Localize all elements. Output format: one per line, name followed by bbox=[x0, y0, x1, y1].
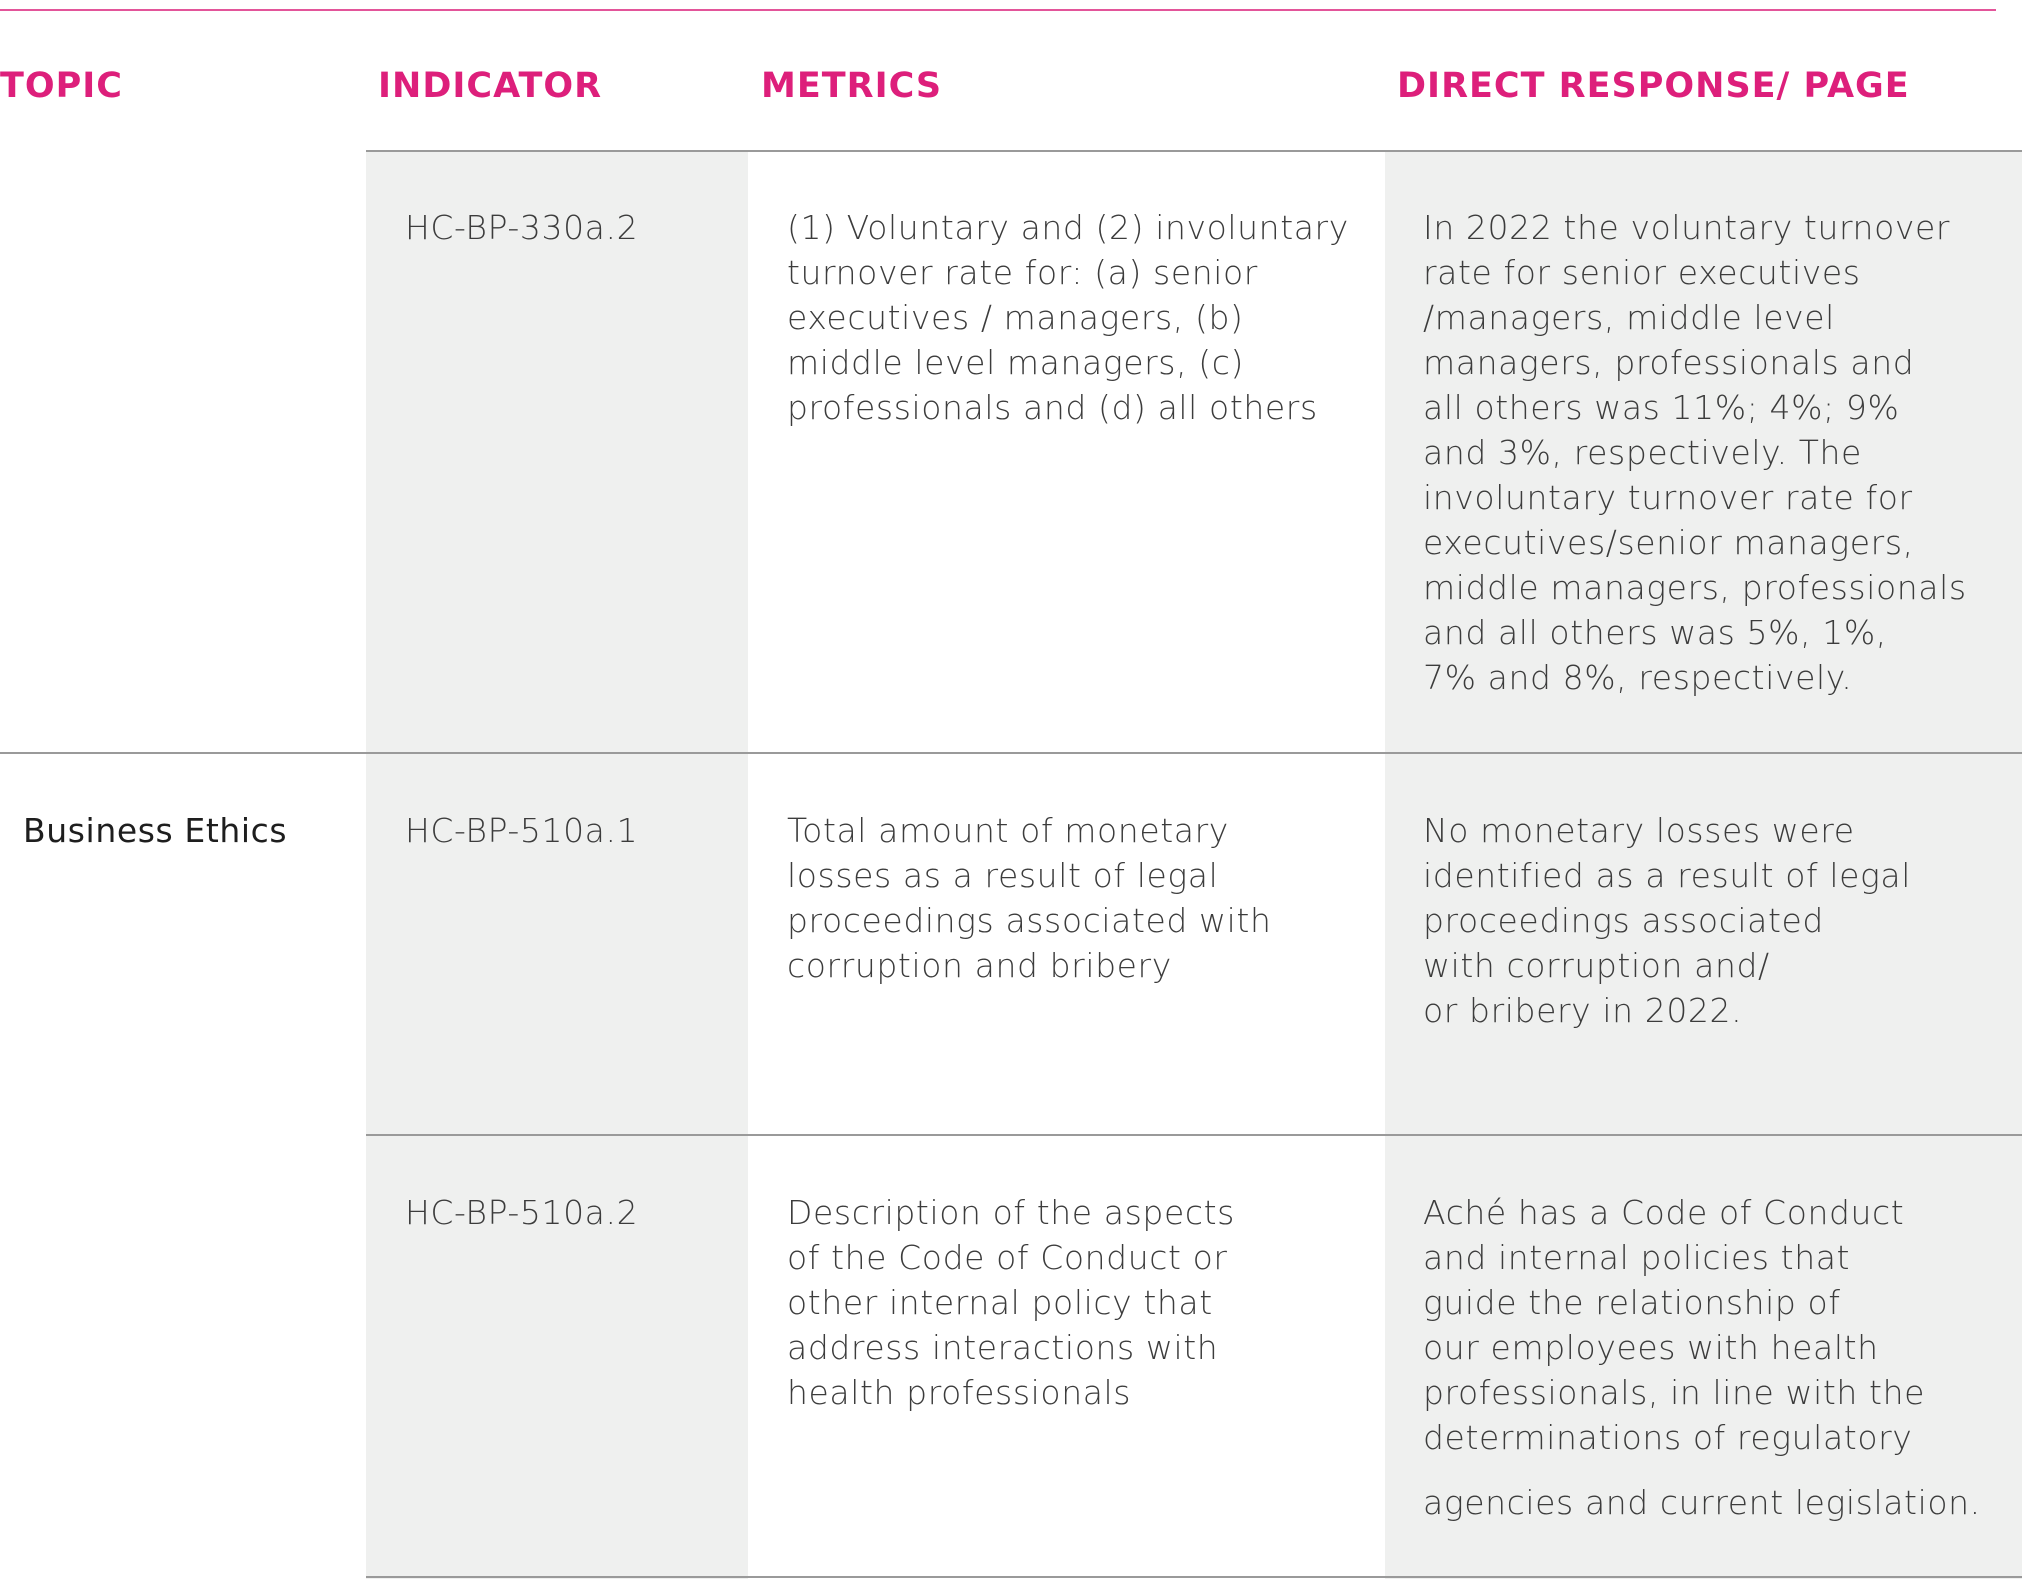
row-separator bbox=[366, 1134, 2022, 1136]
column-header-metrics: METRICS bbox=[761, 66, 943, 106]
row-separator bbox=[0, 752, 2022, 754]
indicator-column-shade bbox=[366, 152, 748, 1579]
column-header-indicator: INDICATOR bbox=[378, 66, 603, 106]
metrics-cell: Description of the aspects of the Code of Conduct or other internal policy that address interactions with health professionals bbox=[787, 1193, 1235, 1412]
indicator-cell: HC-BP-510a.2 bbox=[405, 1193, 639, 1232]
response-cell-last-line: agencies and current legislation. bbox=[1423, 1483, 1981, 1522]
column-header-topic: TOPIC bbox=[0, 66, 123, 106]
indicator-cell: HC-BP-510a.1 bbox=[405, 811, 639, 850]
column-header-response: DIRECT RESPONSE/ PAGE bbox=[1397, 66, 1910, 106]
indicator-cell: HC-BP-330a.2 bbox=[405, 208, 639, 247]
response-cell: No monetary losses were identified as a result of legal proceedings associated with corruption and/ or bribery in 2022. bbox=[1423, 811, 1911, 1030]
metrics-cell: (1) Voluntary and (2) involuntary turnover rate for: (a) senior executives / managers, (b) middle level managers, (c) professionals and (d) all others bbox=[787, 208, 1349, 427]
metrics-cell: Total amount of monetary losses as a result of legal proceedings associated with corruption and bribery bbox=[787, 811, 1272, 985]
topic-cell: Business Ethics bbox=[23, 811, 288, 850]
response-cell: Aché has a Code of Conduct and internal policies that guide the relationship of our employees with health professionals, in line with the determinations of regulatory bbox=[1423, 1193, 1925, 1457]
row-separator bbox=[366, 1576, 2022, 1578]
top-rule bbox=[0, 9, 1996, 11]
response-cell: In 2022 the voluntary turnover rate for senior executives /managers, middle level managers, professionals and all others was 11%; 4%; 9% and 3%, respectively. The involuntary turnover rate for executives/senior managers, middle managers, professionals and all others was 5%, 1%, 7% and 8%, respectively. bbox=[1423, 208, 1967, 697]
